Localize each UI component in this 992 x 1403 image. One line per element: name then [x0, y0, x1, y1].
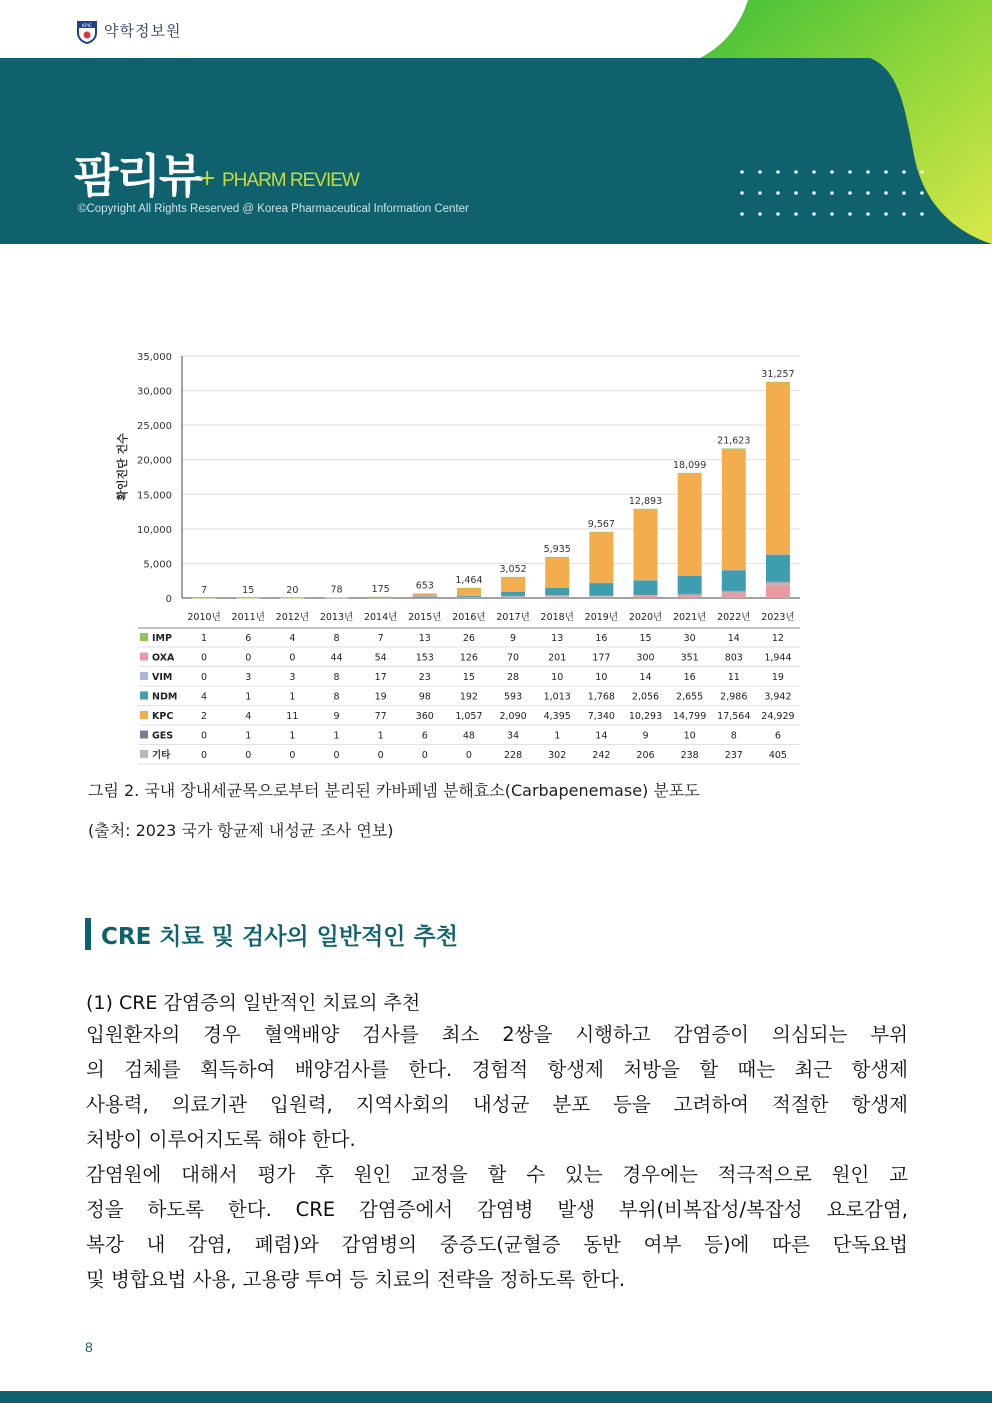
bar-segment-GES — [457, 597, 481, 598]
decor-dot — [776, 212, 780, 216]
decor-dot — [848, 212, 852, 216]
table-cell: 1,013 — [543, 691, 571, 703]
paragraph-line: 처방이 이루어지도록 해야 한다. — [86, 1128, 356, 1151]
table-cell: 4 — [289, 633, 296, 644]
table-cell: 0 — [201, 672, 208, 683]
table-cell: 153 — [415, 652, 434, 664]
legend-swatch — [140, 711, 148, 719]
table-cell: 593 — [504, 691, 523, 703]
table-cell: 17 — [374, 672, 387, 683]
bar-segment-IMP — [236, 598, 260, 599]
legend-label: OXA — [152, 652, 175, 664]
total-label: 18,099 — [673, 459, 707, 471]
bar-segment-KPC — [589, 532, 613, 583]
legend-swatch — [140, 653, 148, 661]
decor-dot — [902, 191, 906, 195]
table-cell: 13 — [418, 633, 431, 644]
table-cell: 803 — [724, 652, 743, 664]
legend-swatch — [140, 672, 148, 680]
legend-label: NDM — [152, 691, 178, 703]
x-tick-label: 2019년 — [584, 612, 619, 623]
bar-segment-OXA — [545, 597, 569, 598]
table-cell: 0 — [465, 750, 472, 761]
table-cell: 34 — [507, 730, 520, 742]
bar-segment-NDM — [678, 576, 702, 594]
bar-segment-KPC — [501, 577, 525, 591]
table-cell: 10 — [551, 672, 564, 683]
table-cell: 4,395 — [543, 711, 571, 722]
decor-dot — [740, 212, 744, 216]
decor-dot — [758, 191, 762, 195]
decor-dot — [830, 170, 834, 174]
subsection-title: (1) CRE 감염증의 일반적인 치료의 추천 — [86, 992, 421, 1014]
table-cell: 351 — [680, 652, 699, 664]
bar-segment-VIM — [457, 595, 481, 596]
decor-dot — [830, 191, 834, 195]
table-cell: 13 — [551, 633, 564, 644]
table-cell: 3,942 — [764, 691, 792, 703]
decor-dot — [920, 212, 924, 216]
total-label: 9,567 — [587, 518, 615, 530]
table-cell: 8 — [333, 691, 340, 703]
page-number: 8 — [85, 1339, 93, 1355]
table-cell: 1,944 — [764, 652, 792, 664]
x-tick-label: 2011년 — [231, 612, 265, 623]
bar-segment-OXA — [589, 597, 613, 598]
table-cell: 4 — [201, 691, 208, 703]
decor-dot — [866, 170, 870, 174]
table-cell: 177 — [592, 652, 611, 664]
table-cell: 7,340 — [587, 711, 615, 722]
table-cell: 26 — [462, 633, 475, 644]
decor-dot — [794, 191, 798, 195]
decor-dot — [848, 191, 852, 195]
table-cell: 1 — [333, 730, 340, 742]
x-tick-label: 2017년 — [496, 612, 530, 623]
legend-swatch — [140, 633, 148, 641]
table-cell: 16 — [595, 633, 608, 644]
table-cell: 70 — [507, 652, 520, 664]
table-cell: 6 — [245, 633, 252, 644]
decor-dot — [848, 170, 852, 174]
table-cell: 0 — [245, 750, 252, 761]
table-cell: 238 — [680, 750, 699, 761]
decor-dot — [920, 170, 924, 174]
table-cell: 8 — [730, 730, 737, 742]
x-tick-label: 2013년 — [319, 612, 354, 623]
paragraph-line: 감염원에 대해서 평가 후 원인 교정을 할 수 있는 경우에는 적극적으로 원인 교 — [86, 1163, 908, 1186]
bar-segment-VIM — [413, 596, 437, 597]
total-label: 15 — [242, 584, 255, 596]
bar-segment-KPC — [545, 557, 569, 587]
decor-dot — [758, 170, 762, 174]
magazine-title: 팜리뷰 — [74, 149, 202, 203]
table-cell: 30 — [683, 633, 696, 644]
total-label: 175 — [371, 583, 390, 595]
bar-segment-IMP — [457, 588, 481, 589]
table-cell: 23 — [418, 672, 431, 683]
table-cell: 302 — [548, 750, 567, 761]
table-cell: 6 — [421, 730, 428, 742]
bar-segment-IMP — [722, 448, 746, 449]
bar-segment-IMP — [589, 532, 613, 533]
bar-segment-NDM — [589, 583, 613, 595]
decor-dot — [866, 191, 870, 195]
bar-segment-IMP — [192, 598, 216, 599]
x-tick-label: 2020년 — [628, 612, 663, 623]
bar-segment-NDM — [766, 554, 790, 581]
dot-pattern-decoration — [737, 166, 937, 222]
y-tick-label: 5,000 — [143, 559, 172, 571]
table-cell: 10 — [595, 672, 608, 683]
legend-label: GES — [152, 730, 174, 742]
table-cell: 24,929 — [761, 711, 795, 722]
bar-segment-IMP — [766, 382, 790, 383]
footer-bar — [0, 1391, 992, 1403]
figure-caption: 그림 2. 국내 장내세균목으로부터 분리된 카바페넴 분해효소(Carbapenemase) 분포도 — [88, 781, 700, 800]
total-label: 31,257 — [761, 368, 795, 380]
decor-dot — [812, 191, 816, 195]
paragraph-line: 사용력, 의료기관 입원력, 지역사회의 내성균 분포 등을 고려하여 적절한 항생제 — [86, 1093, 908, 1116]
bar-segment-VIM — [369, 597, 393, 598]
bar-segment-GES — [501, 596, 525, 597]
table-cell: 7 — [377, 633, 384, 644]
x-tick-label: 2015년 — [408, 612, 442, 623]
table-cell: 2,056 — [631, 691, 660, 703]
bar-segment-VIM — [678, 575, 702, 576]
table-cell: 11 — [727, 672, 740, 683]
table-cell: 192 — [459, 691, 478, 703]
table-cell: 98 — [418, 691, 431, 703]
table-cell: 14 — [639, 672, 652, 683]
total-label: 5,935 — [543, 543, 571, 555]
table-cell: 0 — [377, 750, 384, 761]
bar-segment-IMP — [325, 597, 349, 598]
table-cell: 360 — [415, 711, 434, 722]
table-cell: 405 — [768, 750, 787, 761]
table-cell: 1 — [245, 691, 252, 703]
table-cell: 44 — [330, 652, 343, 664]
y-tick-label: 35,000 — [137, 352, 172, 363]
table-cell: 1 — [245, 730, 252, 742]
table-cell: 77 — [374, 711, 387, 722]
table-cell: 17,564 — [717, 711, 751, 722]
bar-segment-OXA — [722, 592, 746, 598]
y-axis-label: 확인진단 건수 — [116, 433, 129, 501]
x-tick-label: 2014년 — [363, 612, 398, 623]
x-tick-label: 2018년 — [540, 612, 574, 623]
y-tick-label: 10,000 — [137, 524, 172, 536]
total-label: 12,893 — [628, 495, 663, 507]
section-title-bar — [85, 918, 91, 950]
table-cell: 206 — [636, 750, 655, 761]
y-tick-label: 25,000 — [137, 421, 172, 433]
y-tick-label: 15,000 — [137, 490, 172, 502]
table-cell: 201 — [548, 652, 567, 664]
table-cell: 1 — [377, 730, 384, 742]
table-cell: 242 — [592, 750, 611, 761]
table-cell: 14,799 — [673, 711, 707, 722]
table-cell: 19 — [771, 672, 784, 683]
decor-dot — [830, 212, 834, 216]
decor-dot — [920, 191, 924, 195]
decor-dot — [884, 170, 888, 174]
table-cell: 3 — [245, 672, 252, 683]
decor-dot — [740, 191, 744, 195]
decor-dot — [776, 191, 780, 195]
logo-text: KPIC — [81, 24, 93, 29]
section-title: CRE 치료 및 검사의 일반적인 추천 — [101, 924, 458, 950]
decor-dot — [884, 191, 888, 195]
table-cell: 0 — [289, 750, 296, 761]
table-cell: 1 — [289, 691, 296, 703]
paragraph-line: 의 검체를 획득하여 배양검사를 한다. 경험적 항생제 처방을 할 때는 최근 항생제 — [86, 1058, 908, 1081]
table-cell: 14 — [727, 633, 740, 644]
paragraph-line: 복강 내 감염, 폐렴)와 감염병의 중증도(균혈증 동반 여부 등)에 따른 단독요법 — [86, 1233, 908, 1256]
total-label: 78 — [330, 584, 343, 596]
bar-segment-OXA — [501, 598, 525, 599]
y-tick-label: 20,000 — [137, 455, 172, 467]
bar-segment-NDM — [722, 570, 746, 591]
table-cell: 228 — [504, 750, 523, 761]
bar-segment-IMP — [678, 473, 702, 474]
table-cell: 11 — [286, 711, 299, 722]
table-cell: 0 — [201, 750, 208, 761]
org-name: 약학정보원 — [104, 22, 182, 40]
bar-segment-GES — [589, 595, 613, 596]
table-cell: 12 — [771, 633, 784, 644]
bar-segment-IMP — [634, 509, 658, 510]
table-cell: 16 — [683, 672, 696, 683]
bar-segment-VIM — [545, 587, 569, 588]
bar-segment-GES — [634, 594, 658, 595]
paragraph-line: 정을 하도록 한다. CRE 감염증에서 감염병 발생 부위(비복잡성/복잡성 요로감염, — [86, 1198, 908, 1221]
bar-segment-NDM — [545, 588, 569, 595]
bar-segment-GES — [413, 597, 437, 598]
bar-segment-KPC — [678, 473, 702, 575]
y-tick-label: 0 — [165, 594, 172, 605]
paragraph-1 — [86, 1017, 908, 1157]
legend-swatch — [140, 750, 148, 758]
total-label: 20 — [286, 584, 299, 596]
total-label: 1,464 — [455, 574, 483, 586]
decor-dot — [866, 212, 870, 216]
bar-segment-VIM — [766, 554, 790, 555]
table-cell: 8 — [333, 672, 340, 683]
table-cell: 6 — [774, 730, 781, 742]
bar-segment-IMP — [413, 593, 437, 594]
table-cell: 8 — [333, 633, 340, 644]
table-cell: 3 — [289, 672, 296, 683]
x-tick-label: 2010년 — [187, 612, 221, 623]
decor-dot — [758, 212, 762, 216]
table-cell: 1,768 — [587, 691, 615, 703]
bar-segment-OXA — [634, 596, 658, 598]
table-cell: 15 — [462, 672, 475, 683]
x-tick-label: 2023년 — [761, 612, 795, 623]
table-cell: 237 — [724, 750, 743, 761]
paragraph-2 — [86, 1157, 908, 1297]
total-label: 7 — [201, 584, 208, 596]
table-cell: 2,986 — [720, 691, 748, 703]
table-cell: 54 — [374, 652, 387, 664]
table-cell: 9 — [510, 633, 517, 644]
legend-label: 기타 — [152, 750, 171, 761]
total-label: 3,052 — [499, 563, 527, 575]
table-cell: 14 — [595, 730, 608, 742]
bar-segment-KPC — [766, 382, 790, 554]
figure-source: (출처: 2023 국가 항균제 내성균 조사 연보) — [88, 821, 394, 840]
table-cell: 4 — [245, 711, 252, 722]
bar-segment-GES — [678, 594, 702, 595]
bar-segment-IMP — [501, 577, 525, 578]
table-cell: 15 — [639, 633, 652, 644]
table-cell: 9 — [333, 711, 340, 722]
table-cell: 1 — [201, 633, 208, 644]
legend-label: VIM — [152, 672, 173, 683]
legend-swatch — [140, 692, 148, 700]
table-cell: 0 — [245, 652, 252, 664]
table-cell: 0 — [201, 730, 208, 742]
paragraph-line: 및 병합요법 사용, 고용량 투여 등 치료의 전략을 정하도록 한다. — [86, 1268, 626, 1291]
table-cell: 10,293 — [628, 711, 663, 722]
x-tick-label: 2021년 — [672, 612, 707, 623]
decor-dot — [902, 212, 906, 216]
table-cell: 1,057 — [455, 711, 483, 722]
decor-dot — [812, 170, 816, 174]
table-cell: 19 — [374, 691, 387, 703]
total-label: 21,623 — [717, 435, 751, 447]
bar-segment-NDM — [501, 592, 525, 596]
decor-dot — [740, 170, 744, 174]
total-label: 653 — [415, 580, 434, 592]
title-plus: + — [198, 166, 217, 191]
carbapenemase-chart — [110, 340, 810, 772]
copyright-notice: ©Copyright All Rights Reserved @ Korea Pharmaceutical Information Center — [78, 203, 469, 215]
bar-segment-IMP — [545, 557, 569, 558]
table-cell: 1 — [554, 730, 561, 742]
table-cell: 300 — [636, 652, 655, 664]
table-cell: 28 — [507, 672, 520, 683]
bar-segment-KPC — [634, 509, 658, 580]
bar-segment-GES — [766, 582, 790, 583]
bar-segment-IMP — [280, 598, 304, 599]
decor-dot — [776, 170, 780, 174]
x-tick-label: 2016년 — [452, 612, 486, 623]
bar-segment-VIM — [722, 570, 746, 571]
bar-segment-GES — [545, 595, 569, 596]
x-tick-label: 2012년 — [275, 612, 310, 623]
magazine-title-english: PHARM REVIEW — [222, 170, 359, 191]
decor-dot — [902, 170, 906, 174]
bar-segment-VIM — [634, 580, 658, 581]
table-cell: 0 — [421, 750, 428, 761]
bar-segment-NDM — [634, 580, 658, 594]
decor-dot — [794, 170, 798, 174]
table-cell: 48 — [462, 730, 475, 742]
x-tick-label: 2022년 — [717, 612, 751, 623]
decor-dot — [794, 212, 798, 216]
bar-segment-VIM — [589, 583, 613, 584]
table-cell: 1 — [289, 730, 296, 742]
table-cell: 9 — [642, 730, 649, 742]
decor-dot — [812, 212, 816, 216]
legend-label: KPC — [152, 711, 174, 722]
bar-segment-GES — [722, 591, 746, 592]
bar-segment-VIM — [501, 591, 525, 592]
table-cell: 0 — [289, 652, 296, 664]
bar-segment-KPC — [722, 449, 746, 570]
table-cell: 0 — [201, 652, 208, 664]
table-cell: 126 — [459, 652, 478, 664]
table-cell: 10 — [683, 730, 696, 742]
y-tick-label: 30,000 — [137, 386, 172, 398]
table-cell: 2,655 — [676, 691, 704, 703]
decor-dot — [884, 212, 888, 216]
table-cell: 0 — [333, 750, 340, 761]
legend-label: IMP — [152, 633, 172, 644]
table-cell: 2,090 — [499, 711, 527, 722]
bar-segment-KPC — [457, 588, 481, 595]
bar-segment-IMP — [369, 597, 393, 598]
paragraph-line: 입원환자의 경우 혈액배양 검사를 최소 2쌍을 시행하고 감염증이 의심되는 부위 — [86, 1023, 908, 1046]
table-cell: 2 — [201, 711, 208, 722]
bar-segment-OXA — [678, 596, 702, 598]
bar-segment-OXA — [766, 585, 790, 598]
legend-swatch — [140, 731, 148, 739]
